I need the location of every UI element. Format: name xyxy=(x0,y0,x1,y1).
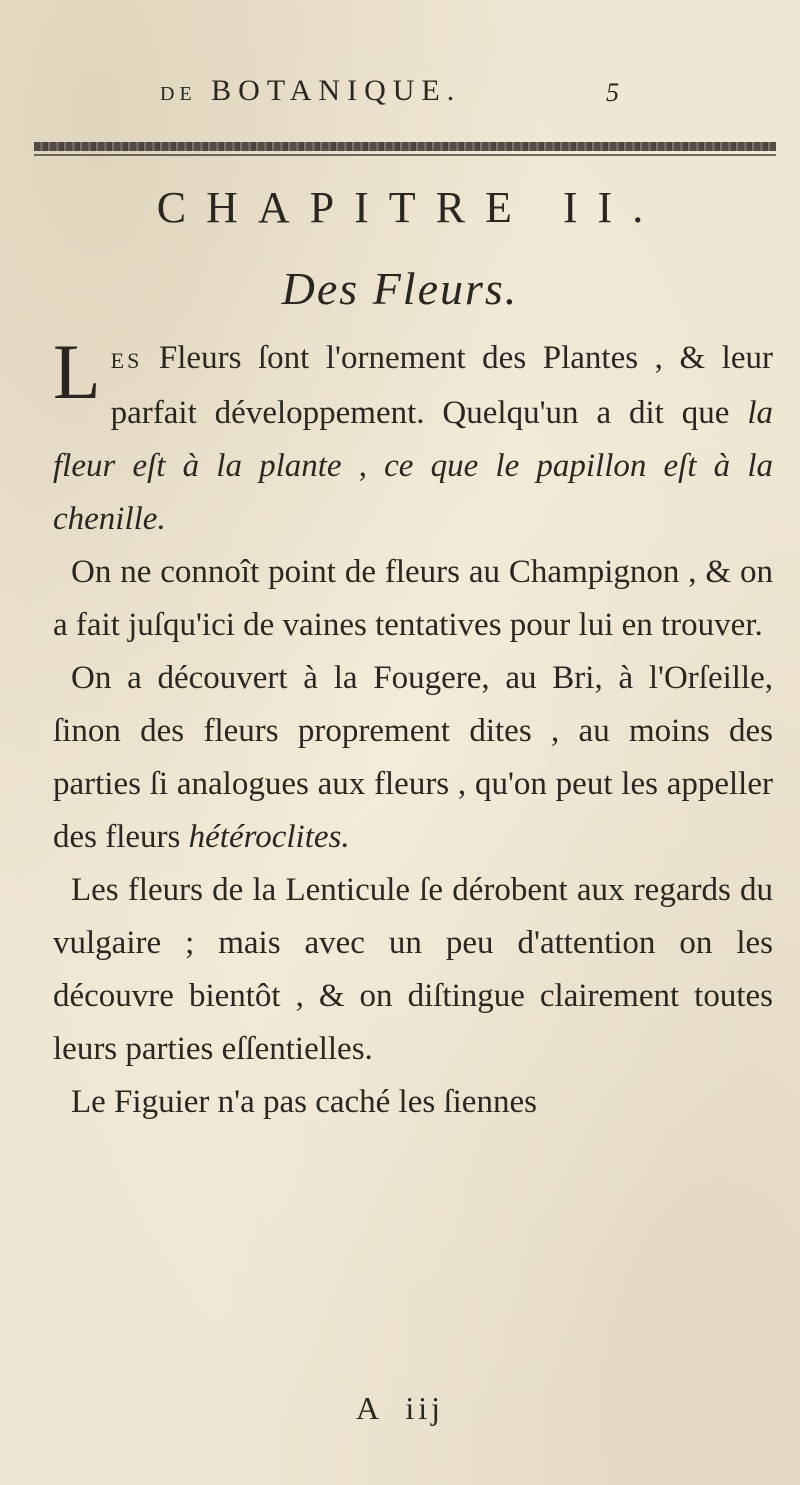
paragraph-1-italic-2: ce que le papillon eſt à la chenille. xyxy=(53,448,774,537)
ornament-band xyxy=(34,142,776,151)
signature-letter: A xyxy=(355,1390,382,1426)
signature-number: iij xyxy=(405,1390,444,1426)
paragraph-1-text-2: , xyxy=(341,448,385,484)
running-title-prefix: DE xyxy=(160,83,197,105)
page-number: 5 xyxy=(606,78,619,107)
section-title: Des Fleurs. xyxy=(281,263,519,314)
drop-cap: L xyxy=(53,328,101,415)
paragraph-5: Le Figuier n'a pas caché les ſiennes xyxy=(71,1084,537,1120)
paragraph-2: On ne connoît point de fleurs au Champignon , & on a fait juſqu'ici de vaines tentatives pour lui en trouver. xyxy=(53,554,773,643)
paragraph-3 xyxy=(53,652,773,864)
ornament-thin-line xyxy=(34,154,776,156)
running-head xyxy=(0,74,800,114)
paragraph-1-text-1: Fleurs ſont l'ornement des Plantes , & leur parfait développement. Quelqu'un a dit que xyxy=(110,340,773,431)
chapter-title: CHAPITRE II. xyxy=(156,183,664,232)
paragraph-3-italic: hétéroclites. xyxy=(188,819,350,855)
signature-mark xyxy=(0,1390,800,1427)
paragraph-3-text: On a découvert à la Fougere, au Bri, à l'Orſeille, ſinon des fleurs proprement dites , au moins des parties ſi analogues aux fleurs , qu'on peut les appeller des fleurs xyxy=(53,660,773,855)
paragraph-1 xyxy=(53,328,774,546)
running-title-main: BOTANIQUE. xyxy=(211,74,462,107)
paragraph-1-italic-1: la fleur eſt à la plante xyxy=(53,395,773,484)
small-caps: ES xyxy=(110,348,143,373)
running-title xyxy=(160,74,461,108)
body-text xyxy=(53,328,774,1129)
paragraph-4: Les fleurs de la Lenticule ſe dérobent aux regards du vulgaire ; mais avec un peu d'attention on les découvre bientôt , & on diſtingue clairement toutes leurs parties eſſentielles. xyxy=(53,872,773,1067)
decorative-rule xyxy=(34,142,776,156)
